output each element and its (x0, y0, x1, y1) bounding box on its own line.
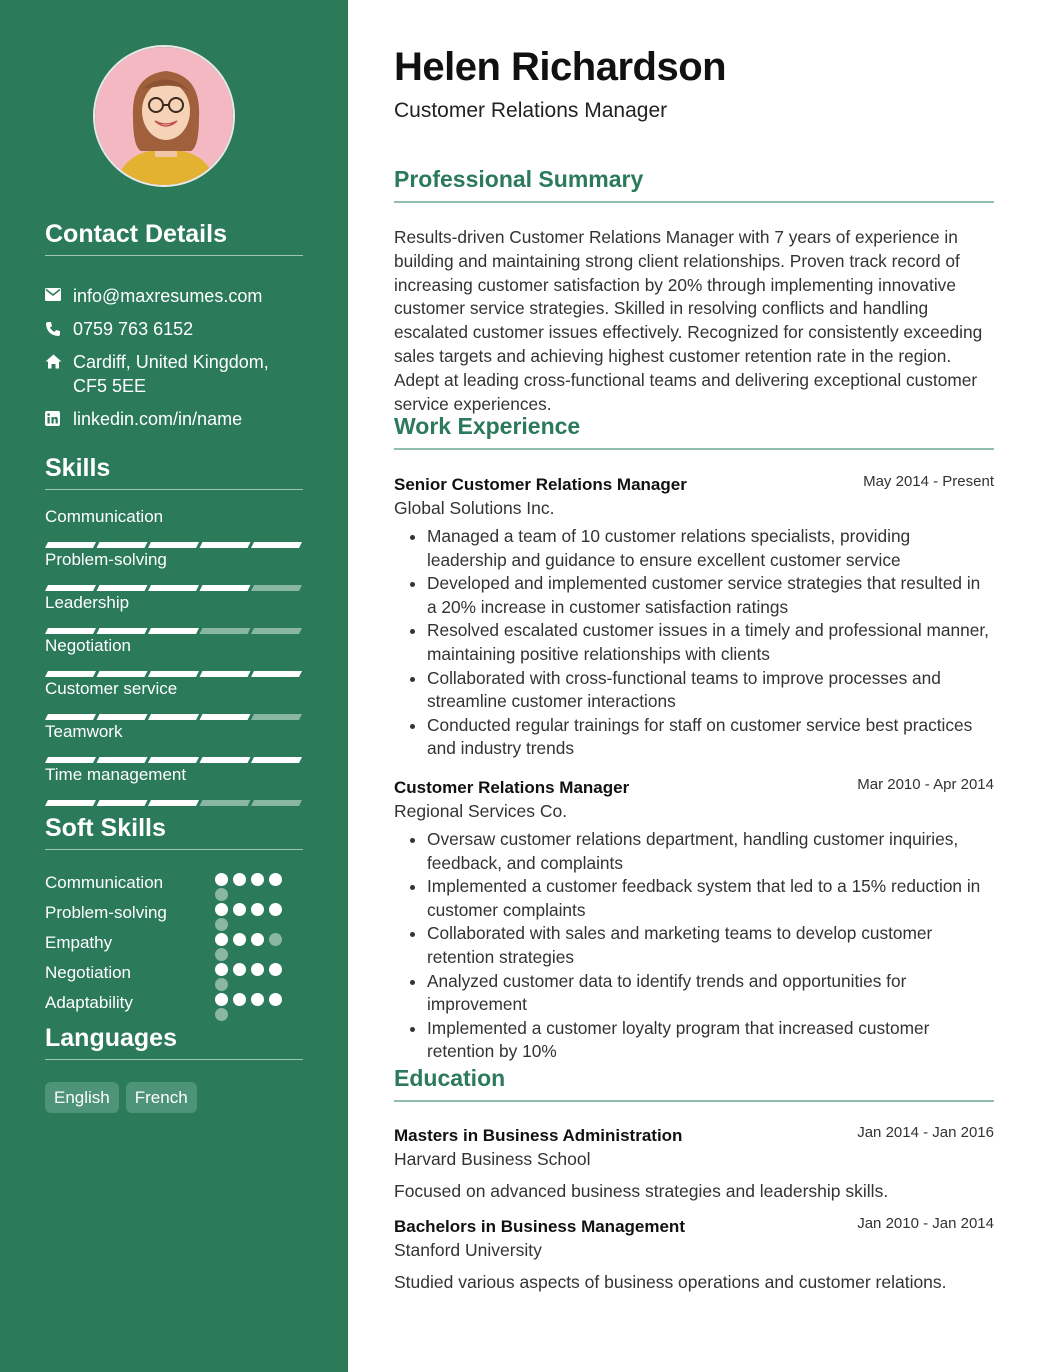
contact-phone-text: 0759 763 6152 (73, 319, 194, 339)
soft-skill-row (45, 900, 303, 930)
skill-segment-filled (97, 714, 148, 720)
soft-skill-label: Communication (45, 873, 164, 892)
list-item: • Resolved escalated customer issues in a timely and professional manner, maintaining positive relationships with clients (427, 619, 994, 666)
job-dates: Mar 2010 - Apr 2014 (857, 776, 994, 793)
education-dates: Jan 2010 - Jan 2014 (857, 1215, 994, 1232)
language-pill: English (45, 1082, 119, 1113)
rating-dot-empty (269, 933, 282, 946)
list-item: • Implemented a customer loyalty program that increased customer retention by 10% (427, 1017, 994, 1064)
skill-row (45, 550, 303, 593)
list-item: • Managed a team of 10 customer relations specialists, providing leadership and guidance to ensure excellent customer service (427, 525, 994, 572)
skill-segment-filled (200, 585, 251, 591)
list-item: • Analyzed customer data to identify trends and opportunities for improvement (427, 970, 994, 1017)
rating-dot-filled (251, 873, 264, 886)
summary-text: Results-driven Customer Relations Manager with 7 years of experience in building and maintaining strong client relationships. Proven track record of increasing customer satisfaction by 20% through implementing innovative customer service strategies. Skilled in resolving conflicts and handling escalated customer issues effectively. Recognized for consistently exceeding sales targets and achieving highest customer retention rate in the region. Adept at leading cross-functional teams and delivering exceptional customer service experiences. (394, 227, 983, 414)
skill-segment-filled (45, 714, 96, 720)
skill-segment-filled (97, 800, 148, 806)
skill-level-bar (45, 707, 303, 713)
job-bullets (394, 525, 994, 761)
avatar (93, 45, 235, 187)
rating-dot-filled (233, 963, 246, 976)
profile-photo-icon (95, 47, 235, 187)
contact-linkedin[interactable] (45, 407, 303, 431)
skill-row (45, 593, 303, 636)
skill-segment-filled (45, 757, 96, 763)
rating-dot-filled (269, 993, 282, 1006)
job-company: Regional Services Co. (394, 801, 568, 821)
rating-dot-filled (215, 963, 228, 976)
skill-segment-filled (45, 671, 96, 677)
rating-dot-filled (233, 903, 246, 916)
skill-level-bar (45, 750, 303, 756)
summary-heading: Professional Summary (394, 166, 994, 203)
job-title: Customer Relations Manager (394, 778, 630, 797)
soft-skill-row (45, 930, 303, 960)
school-name: Harvard Business School (394, 1149, 591, 1169)
rating-dot-filled (215, 933, 228, 946)
languages-heading: Languages (45, 1024, 303, 1060)
skills-section (45, 454, 303, 808)
language-pill: French (126, 1082, 197, 1113)
skill-segment-empty (251, 800, 302, 806)
list-item: • Collaborated with cross-functional teams to improve processes and streamline customer interactions (427, 667, 994, 714)
skill-segment-filled (148, 671, 199, 677)
skill-label: Teamwork (45, 722, 123, 741)
email-icon (45, 284, 73, 301)
skill-segment-filled (200, 671, 251, 677)
rating-dot-filled (251, 993, 264, 1006)
rating-dot-filled (215, 993, 228, 1006)
skill-segment-filled (45, 800, 96, 806)
skill-row (45, 765, 303, 808)
job-entry (394, 778, 994, 1064)
skill-segment-filled (45, 628, 96, 634)
soft-skill-label: Problem-solving (45, 903, 167, 922)
education-heading: Education (394, 1065, 994, 1102)
skill-segment-filled (148, 800, 199, 806)
soft-skill-row (45, 960, 303, 990)
soft-skill-label: Adaptability (45, 993, 133, 1012)
contact-address-text: Cardiff, United Kingdom, CF5 5EE (73, 352, 269, 396)
job-company: Global Solutions Inc. (394, 498, 555, 518)
job-bullets (394, 828, 994, 1064)
skill-label: Leadership (45, 593, 130, 612)
contact-section (45, 220, 303, 440)
soft-skills-heading: Soft Skills (45, 814, 303, 850)
skill-row (45, 722, 303, 765)
job-entry (394, 475, 994, 761)
contact-email-text: info@maxresumes.com (73, 286, 263, 306)
degree-title: Masters in Business Administration (394, 1126, 683, 1145)
languages-section (45, 1024, 303, 1113)
education-dates: Jan 2014 - Jan 2016 (857, 1124, 994, 1141)
linkedin-icon (45, 407, 73, 426)
skill-segment-filled (97, 585, 148, 591)
skill-segment-filled (97, 542, 148, 548)
skill-segment-filled (97, 757, 148, 763)
soft-skills-section (45, 814, 303, 1020)
home-icon (45, 350, 73, 369)
skill-label: Negotiation (45, 636, 132, 655)
contact-email[interactable] (45, 284, 303, 308)
rating-dot-filled (269, 873, 282, 886)
skill-segment-filled (251, 542, 302, 548)
soft-skill-label: Empathy (45, 933, 113, 952)
rating-dot-filled (269, 903, 282, 916)
skill-segment-empty (251, 714, 302, 720)
rating-dot-filled (233, 933, 246, 946)
skill-segment-filled (148, 714, 199, 720)
rating-dot-filled (233, 873, 246, 886)
job-dates: May 2014 - Present (863, 473, 994, 490)
skill-segment-filled (45, 585, 96, 591)
education-description: Studied various aspects of business operations and customer relations. (394, 1272, 947, 1292)
skill-segment-empty (251, 628, 302, 634)
skill-segment-filled (200, 542, 251, 548)
rating-dot-filled (215, 873, 228, 886)
list-item: • Oversaw customer relations department, handling customer inquiries, feedback, and complaints (427, 828, 994, 875)
skill-segment-empty (200, 628, 251, 634)
contact-address (45, 350, 303, 398)
skill-segment-empty (200, 800, 251, 806)
skill-segment-filled (45, 542, 96, 548)
skill-level-bar (45, 535, 303, 541)
skill-label: Problem-solving (45, 550, 167, 569)
skill-row (45, 636, 303, 679)
skill-segment-filled (251, 757, 302, 763)
sidebar (0, 0, 348, 1372)
skill-segment-filled (148, 585, 199, 591)
school-name: Stanford University (394, 1240, 542, 1260)
skill-segment-filled (97, 628, 148, 634)
contact-linkedin-text: linkedin.com/in/name (73, 409, 243, 429)
skill-label: Communication (45, 507, 164, 526)
candidate-title: Customer Relations Manager (394, 99, 668, 122)
list-item: • Implemented a customer feedback system that led to a 15% reduction in customer complaints (427, 875, 994, 922)
skill-level-bar (45, 664, 303, 670)
rating-dot-filled (251, 903, 264, 916)
skill-level-bar (45, 793, 303, 799)
skill-level-bar (45, 621, 303, 627)
list-item: • Collaborated with sales and marketing teams to develop customer retention strategies (427, 922, 994, 969)
skill-segment-empty (251, 585, 302, 591)
candidate-name: Helen Richardson (394, 45, 727, 89)
skill-segment-filled (200, 714, 251, 720)
soft-skill-row (45, 990, 303, 1020)
skill-segment-filled (148, 542, 199, 548)
rating-dot-filled (251, 933, 264, 946)
skill-segment-filled (148, 628, 199, 634)
skill-label: Time management (45, 765, 187, 784)
rating-dot-filled (269, 963, 282, 976)
rating-dot-filled (233, 993, 246, 1006)
skill-segment-filled (97, 671, 148, 677)
list-item: • Conducted regular trainings for staff on customer service best practices and industry trends (427, 714, 994, 761)
rating-dot-empty (215, 1008, 228, 1021)
job-title: Senior Customer Relations Manager (394, 475, 687, 494)
skill-segment-filled (148, 757, 199, 763)
skill-segment-filled (200, 757, 251, 763)
skill-label: Customer service (45, 679, 178, 698)
list-item: • Developed and implemented customer service strategies that resulted in a 20% increase in customer satisfaction ratings (427, 572, 994, 619)
rating-dot-filled (251, 963, 264, 976)
skill-segment-filled (251, 671, 302, 677)
education-description: Focused on advanced business strategies and leadership skills. (394, 1181, 889, 1201)
contact-phone[interactable] (45, 317, 303, 341)
education-entry (394, 1217, 994, 1294)
skill-row (45, 507, 303, 550)
contact-heading: Contact Details (45, 220, 303, 256)
skill-level-bar (45, 578, 303, 584)
rating-dot-filled (215, 903, 228, 916)
phone-icon (45, 317, 73, 337)
degree-title: Bachelors in Business Management (394, 1217, 685, 1236)
skills-heading: Skills (45, 454, 303, 490)
soft-skill-label: Negotiation (45, 963, 132, 982)
skill-row (45, 679, 303, 722)
soft-skill-row (45, 870, 303, 900)
education-entry (394, 1126, 994, 1203)
experience-heading: Work Experience (394, 413, 994, 450)
